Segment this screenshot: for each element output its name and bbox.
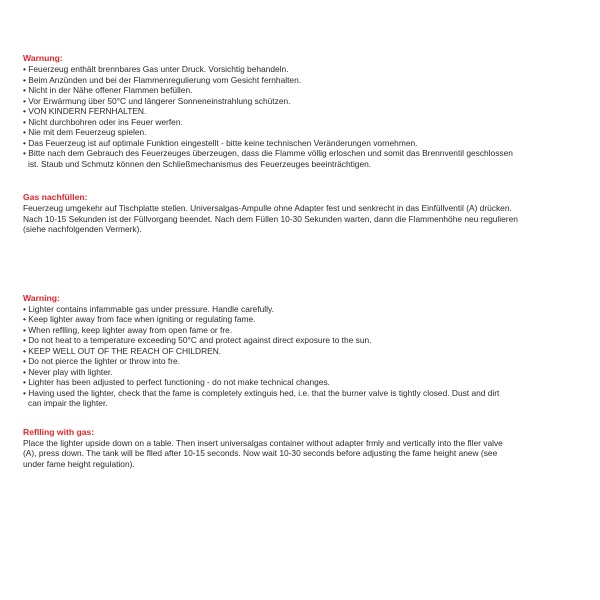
bullet-item: • VON KINDERN FERNHALTEN.: [23, 106, 147, 116]
bullet-list-warning-german: [23, 64, 579, 169]
bullet-item: • Keep lighter away from face when igniting or regulating fame.: [23, 314, 256, 324]
paragraph-gas-refill-english: [23, 438, 579, 470]
bullet-item: • Do not pierce the lighter or throw into fre.: [23, 356, 181, 366]
paragraph-line: Nach 10-15 Sekunden ist der Füllvorgang beendet. Nach dem Füllen 10-30 Sekunden warten, dann die Flammenhöhe neu regulieren: [23, 213, 518, 224]
bullet-item: • Vor Erwärmung über 50°C und längerer Sonneneinstrahlung schützen.: [23, 95, 291, 106]
bullet-item: • Bitte nach dem Gebrauch des Feuerzeuges überzeugen, dass die Flamme völlig erloschen und somit das Brennventil geschlossen: [23, 148, 513, 158]
bullet-item: • Nicht in der Nähe offener Flammen befüllen.: [23, 85, 193, 95]
paragraph-line: (A), press down. The tank will be flled after 10-15 seconds. Now wait 10-30 seconds before adjusting the fame height anew (see: [23, 448, 498, 458]
paragraph-gas-refill-german: [23, 203, 579, 235]
section-warning-german: [23, 52, 579, 169]
section-gas-refill-german: [23, 191, 579, 235]
bullet-item: • Having used the lighter, check that the fame is completely extinguis hed, i.e. that the burner valve is tightly closed. Dust and dirt: [23, 387, 500, 398]
paragraph-line: Place the lighter upside down on a table. Then insert universalgas container without adapter frmly and vertically into the fller valve: [23, 437, 503, 448]
bullet-item: • Beim Anzünden und bei der Flammenregulierung vom Gesicht fernhalten.: [23, 74, 302, 85]
paragraph-line: under fame height regulation).: [23, 458, 135, 469]
heading-warning-german: Warnung:: [23, 53, 63, 63]
bullet-item: • Das Feuerzeug ist auf optimale Funktion eingestellt - bitte keine technischen Veränderungen vornehmen.: [23, 137, 418, 148]
bullet-item: • Never play with lighter.: [23, 366, 113, 377]
section-warning-english: [23, 292, 579, 409]
bullet-item-continuation: can impair the lighter.: [28, 398, 108, 408]
bullet-item: • KEEP WELL OUT OF THE REACH OF CHILDREN.: [23, 345, 222, 356]
heading-gas-refill-english: Reflling with gas:: [23, 426, 95, 437]
bullet-item-continuation: ist. Staub und Schmutz können den Schließmechanismus des Feuerzeuges beeinträchtigen.: [28, 158, 372, 169]
bullet-item: • Lighter contains infammable gas under pressure. Handle carefully.: [23, 303, 274, 314]
bullet-item: • Do not heat to a temperature exceeding 50°C and protect against direct exposure to the sun.: [23, 335, 372, 345]
bullet-item: • When reflling, keep lighter away from open fame or fre.: [23, 324, 233, 335]
paragraph-line: (siehe nachfolgenden Vermerk).: [23, 224, 142, 234]
bullet-item: • Feuerzeug enthält brennbares Gas unter Druck. Vorsichtig behandeln.: [23, 64, 289, 74]
bullet-item: • Lighter has been adjusted to perfect functioning - do not make technical changes.: [23, 377, 330, 387]
section-gas-refill-english: [23, 426, 579, 470]
heading-warning-english: Warning:: [23, 292, 60, 303]
heading-gas-refill-german: Gas nachfüllen:: [23, 192, 88, 202]
bullet-item: • Nie mit dem Feuerzeug spielen.: [23, 127, 147, 137]
bullet-list-warning-english: [23, 304, 579, 409]
instruction-text-block: [23, 52, 579, 469]
bullet-item: • Nicht durchbohren oder ins Feuer werfen.: [23, 116, 183, 127]
paragraph-line: Feuerzeug umgekehr auf Tischplatte stellen. Universalgas-Ampulle ohne Adapter fest und senkrecht in das Einfüllventil (A) drücken.: [23, 203, 512, 213]
